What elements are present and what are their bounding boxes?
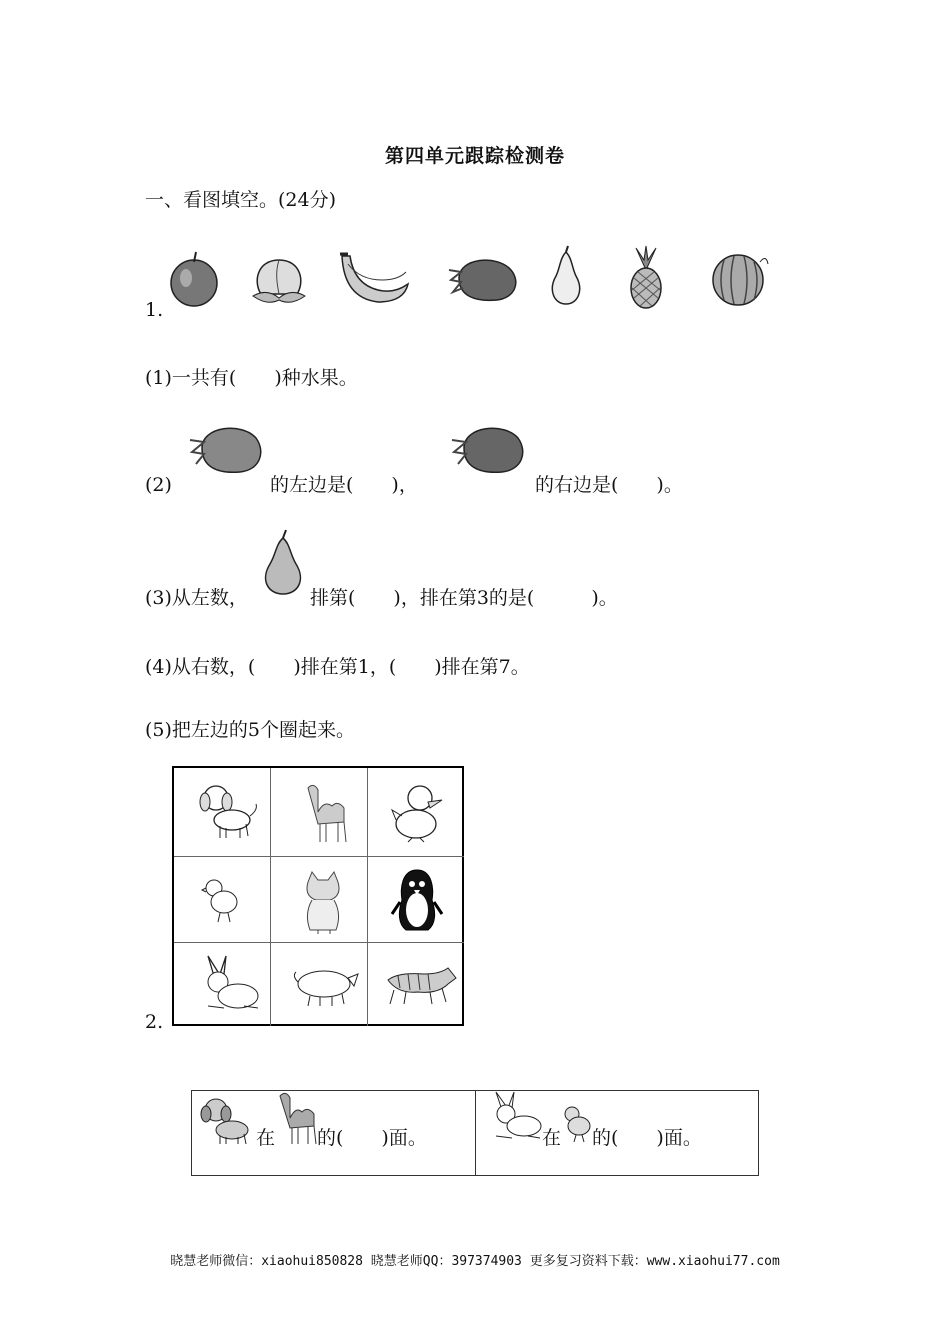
question-number: 2. bbox=[145, 1011, 164, 1033]
question-1-5: (5)把左边的5个圈起来。 bbox=[145, 719, 356, 741]
table-right-end: 的( )面。 bbox=[592, 1127, 702, 1149]
pear-icon bbox=[548, 246, 584, 306]
animal-grid bbox=[172, 766, 464, 1026]
footer-text: 晓慧老师微信：xiaohui850828 晓慧老师QQ：397374903 更多复习资料下载：www.xiaohui77.com bbox=[170, 1254, 780, 1269]
pear-icon bbox=[260, 530, 306, 596]
table-left-mid: 在 bbox=[256, 1127, 276, 1149]
camel-icon bbox=[304, 782, 354, 844]
watermelon-icon bbox=[710, 252, 770, 308]
apple-icon bbox=[168, 250, 220, 308]
duck-icon bbox=[390, 780, 450, 844]
question-1-3-label: (3)从左数， bbox=[145, 587, 248, 609]
camel-icon bbox=[278, 1090, 320, 1146]
table-divider bbox=[475, 1090, 476, 1176]
question-number: 1. bbox=[145, 299, 164, 321]
tiger-icon bbox=[378, 964, 460, 1008]
question-1-2-label: (2) bbox=[145, 474, 172, 496]
question-1-2-left: 的左边是( )， bbox=[270, 474, 418, 496]
question-1-2-right: 的右边是( )。 bbox=[535, 474, 683, 496]
peach-icon bbox=[247, 252, 311, 308]
rabbit-icon bbox=[194, 956, 264, 1012]
pig-icon bbox=[292, 964, 362, 1008]
penguin-icon bbox=[390, 868, 444, 934]
chick-icon bbox=[202, 876, 242, 924]
rabbit-icon bbox=[486, 1092, 544, 1142]
banana-icon bbox=[338, 250, 410, 308]
question-1-1: (1)一共有( )种水果。 bbox=[145, 367, 358, 389]
chick-icon bbox=[562, 1104, 592, 1144]
pineapple-icon bbox=[628, 246, 664, 310]
puppy-icon bbox=[196, 780, 256, 844]
puppy-icon bbox=[198, 1094, 254, 1146]
question-1-4: (4)从右数，( )排在第1，( )排在第7。 bbox=[145, 656, 530, 678]
section-heading: 一、看图填空。(24分) bbox=[145, 189, 337, 211]
table-left-end: 的( )面。 bbox=[317, 1127, 427, 1149]
question-1-3-text: 排第( )，排在第3的是( )。 bbox=[310, 587, 618, 609]
table-right-mid: 在 bbox=[542, 1127, 562, 1149]
strawberry-icon bbox=[186, 420, 266, 476]
strawberry-icon bbox=[448, 420, 528, 476]
kitten-icon bbox=[296, 872, 350, 934]
page-title: 第四单元跟踪检测卷 bbox=[384, 145, 565, 167]
strawberry-icon bbox=[445, 252, 519, 304]
